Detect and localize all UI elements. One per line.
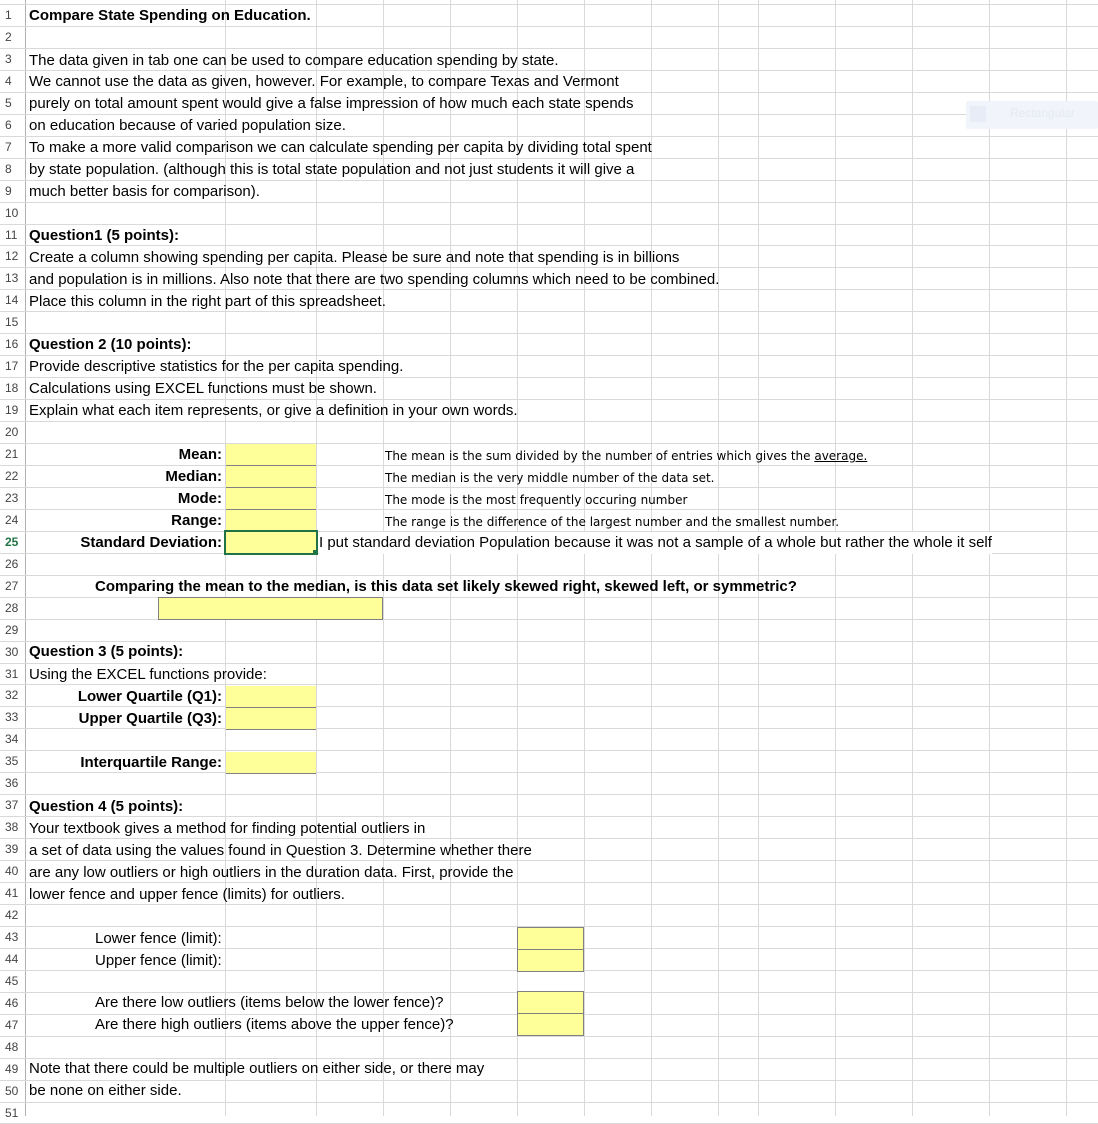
row-number[interactable]: 21 [5, 447, 19, 461]
row-number[interactable]: 32 [5, 688, 19, 702]
median-input[interactable] [226, 466, 316, 488]
question4-line: Your textbook gives a method for finding potential outliers in [29, 820, 426, 837]
fill-handle[interactable] [313, 550, 318, 555]
row-number[interactable]: 50 [5, 1084, 19, 1098]
row-number[interactable]: 47 [5, 1018, 19, 1032]
q1-input[interactable] [226, 686, 316, 708]
shape-tooltip-label: Rectangular [1010, 106, 1075, 120]
row-number[interactable]: 13 [5, 271, 19, 285]
shape-icon [970, 106, 986, 122]
row-number[interactable]: 33 [5, 710, 19, 724]
row-number[interactable]: 8 [5, 162, 12, 176]
row-number[interactable]: 17 [5, 359, 19, 373]
row-number[interactable]: 24 [5, 513, 19, 527]
std-dev-note: I put standard deviation Population because it was not a sample of a whole but rather the whole it self [319, 532, 992, 554]
iqr-input[interactable] [226, 752, 316, 774]
range-label: Range: [171, 512, 222, 529]
mean-note-link: average. [814, 449, 868, 463]
skew-question: Comparing the mean to the median, is this data set likely skewed right, skewed left, or symmetric? [95, 578, 797, 595]
median-label: Median: [165, 468, 222, 485]
row-number[interactable]: 40 [5, 864, 19, 878]
question4-heading: Question 4 (5 points): [29, 798, 184, 815]
intro-line: We cannot use the data as given, however. For example, to compare Texas and Vermont [29, 73, 619, 90]
row-number[interactable]: 49 [5, 1062, 19, 1076]
question3-intro: Using the EXCEL functions provide: [29, 666, 267, 683]
low-outliers-question: Are there low outliers (items below the lower fence)? [95, 994, 444, 1011]
upper-fence-input[interactable] [517, 949, 584, 972]
median-note: The median is the very middle number of the data set. [385, 471, 715, 485]
high-outliers-question: Are there high outliers (items above the upper fence)? [95, 1016, 454, 1033]
row-number[interactable]: 41 [5, 886, 19, 900]
row-number[interactable]: 37 [5, 798, 19, 812]
row-number[interactable]: 19 [5, 403, 19, 417]
row-number[interactable]: 16 [5, 337, 19, 351]
mode-input[interactable] [226, 488, 316, 510]
row-number[interactable]: 42 [5, 908, 19, 922]
row-number[interactable]: 6 [5, 118, 12, 132]
row-number[interactable]: 26 [5, 557, 19, 571]
mean-note: The mean is the sum divided by the number of entries which gives the average. [385, 449, 868, 463]
row-number[interactable]: 15 [5, 315, 19, 329]
row-number[interactable]: 29 [5, 623, 19, 637]
skew-answer-input[interactable] [158, 597, 383, 620]
row-number[interactable]: 28 [5, 601, 19, 615]
range-input[interactable] [226, 510, 316, 532]
question2-line: Explain what each item represents, or give a definition in your own words. [29, 402, 518, 419]
row-number[interactable]: 7 [5, 140, 12, 154]
intro-line: by state population. (although this is total state population and not just students it will give a [29, 161, 635, 178]
question1-line: Create a column showing spending per capita. Please be sure and note that spending is in billions [29, 249, 680, 266]
lower-fence-input[interactable] [517, 927, 584, 950]
row-number[interactable]: 5 [5, 96, 12, 110]
question4-line: a set of data using the values found in Question 3. Determine whether there [29, 842, 532, 859]
row-number[interactable]: 4 [5, 74, 12, 88]
row-number[interactable]: 39 [5, 842, 19, 856]
row-number[interactable]: 31 [5, 667, 19, 681]
question1-line: Place this column in the right part of this spreadsheet. [29, 293, 386, 310]
question4-line: are any low outliers or high outliers in the duration data. First, provide the [29, 864, 514, 881]
row-number[interactable]: 25 [5, 535, 19, 549]
intro-line: purely on total amount spent would give a false impression of how much each state spends [29, 95, 634, 112]
intro-line: The data given in tab one can be used to compare education spending by state. [29, 52, 559, 69]
range-note: The range is the difference of the largest number and the smallest number. [385, 515, 840, 529]
q3-label: Upper Quartile (Q3): [78, 710, 222, 727]
row-number[interactable]: 48 [5, 1040, 19, 1054]
row-number[interactable]: 51 [5, 1106, 19, 1120]
row-number[interactable]: 23 [5, 491, 19, 505]
row-number[interactable]: 45 [5, 974, 19, 988]
question4-line: lower fence and upper fence (limits) for outliers. [29, 886, 345, 903]
question2-line: Provide descriptive statistics for the per capita spending. [29, 358, 404, 375]
row-number[interactable]: 27 [5, 579, 19, 593]
intro-line: much better basis for comparison). [29, 183, 260, 200]
std-dev-label: Standard Deviation: [80, 534, 222, 551]
row-number[interactable]: 3 [5, 52, 12, 66]
row-number[interactable]: 46 [5, 996, 19, 1010]
row-number[interactable]: 30 [5, 645, 19, 659]
row-number[interactable]: 18 [5, 381, 19, 395]
row-number[interactable]: 14 [5, 293, 19, 307]
row-number[interactable]: 34 [5, 732, 19, 746]
row-number[interactable]: 10 [5, 206, 19, 220]
intro-line: To make a more valid comparison we can calculate spending per capita by dividing total spent [29, 139, 652, 156]
row-number[interactable]: 11 [5, 228, 18, 242]
question1-heading: Question1 (5 points): [29, 227, 179, 244]
q1-label: Lower Quartile (Q1): [77, 688, 222, 705]
question3-heading: Question 3 (5 points): [29, 643, 184, 660]
row-number[interactable]: 12 [5, 249, 19, 263]
row-number[interactable]: 38 [5, 820, 19, 834]
iqr-label: Interquartile Range: [80, 754, 222, 771]
row-number[interactable]: 1 [5, 8, 12, 22]
row-number[interactable]: 44 [5, 952, 19, 966]
row-number[interactable]: 43 [5, 930, 19, 944]
closing-line: Note that there could be multiple outliers on either side, or there may [29, 1060, 485, 1077]
row-number[interactable]: 9 [5, 184, 12, 198]
intro-line: on education because of varied population size. [29, 117, 346, 134]
mode-label: Mode: [177, 490, 222, 507]
q3-input[interactable] [226, 708, 316, 730]
question2-heading: Question 2 (10 points): [29, 336, 192, 353]
lower-fence-label: Lower fence (limit): [95, 930, 222, 947]
question1-line: and population is in millions. Also note that there are two spending columns which need to be combined. [29, 271, 720, 288]
mode-note: The mode is the most frequently occuring number [385, 493, 688, 507]
upper-fence-label: Upper fence (limit): [95, 952, 222, 969]
row-number[interactable]: 35 [5, 754, 19, 768]
row-number[interactable]: 22 [5, 469, 19, 483]
row-number[interactable]: 36 [5, 776, 19, 790]
mean-label: Mean: [178, 446, 222, 463]
sheet-title: Compare State Spending on Education. [29, 7, 311, 24]
high-outliers-input[interactable] [517, 1013, 584, 1036]
question2-line: Calculations using EXCEL functions must be shown. [29, 380, 377, 397]
row-number[interactable]: 2 [5, 30, 12, 44]
low-outliers-input[interactable] [517, 991, 584, 1014]
std-dev-input[interactable] [225, 531, 317, 554]
closing-line: be none on either side. [29, 1082, 182, 1099]
mean-input[interactable] [226, 444, 316, 466]
row-number[interactable]: 20 [5, 425, 19, 439]
